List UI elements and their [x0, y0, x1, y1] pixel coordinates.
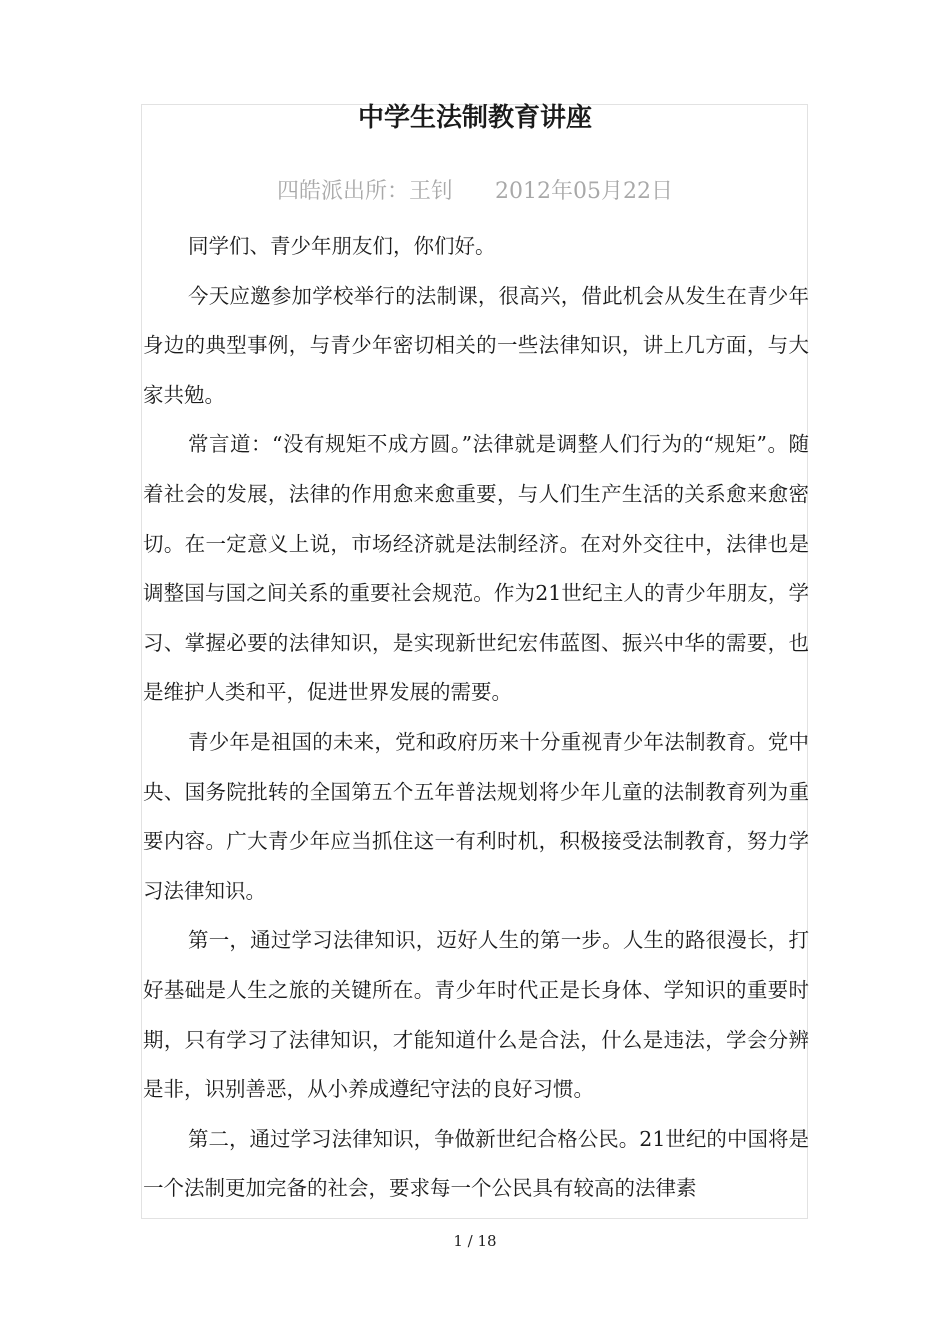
paragraph-first-point: 第一，通过学习法律知识，迈好人生的第一步。人生的路很漫长，打好基础是人生之旅的关键所在。青少年时代正是长身体、学知识的重要时期，只有学习了法律知识，才能知道什么是合法，什么是违法，学会分辨是非，识别善恶，从小养成遵纪守法的良好习惯。 — [143, 928, 809, 1102]
page-indicator: 1 / 18 — [453, 1232, 497, 1250]
paragraph-youth: 青少年是祖国的未来，党和政府历来十分重视青少年法制教育。党中央、国务院批转的全国第五个五年普法规划将少年儿童的法制教育列为重要内容。广大青少年应当抓住这一有利时机，积极接受法制教育，努力学习法律知识。 — [143, 729, 809, 903]
paragraph-second-point: 第二，通过学习法律知识，争做新世纪合格公民。21世纪的中国将是一个法制更加完备的社会，要求每一个公民具有较高的法律素 — [143, 1126, 809, 1201]
paragraph-greeting: 同学们、青少年朋友们，你们好。 — [188, 234, 496, 258]
paragraph-intro: 今天应邀参加学校举行的法制课，很高兴，借此机会从发生在青少年身边的典型事例，与青少年密切相关的一些法律知识，讲上几方面，与大家共勉。 — [143, 283, 809, 407]
paragraph-rules: 常言道：“没有规矩不成方圆。”法律就是调整人们行为的“规矩”。随着社会的发展，法律的作用愈来愈重要，与人们生产生活的关系愈来愈密切。在一定意义上说，市场经济就是法制经济。在对外交往中，法律也是调整国与国之间关系的重要社会规范。作为21世纪主人的青少年朋友，学习、掌握必要的法律知识，是实现新世纪宏伟蓝图、振兴中华的需要，也是维护人类和平，促进世界发展的需要。 — [143, 432, 809, 705]
document-title: 中学生法制教育讲座 — [357, 103, 592, 133]
document-body — [143, 222, 809, 1214]
document-byline: 四皓派出所：王钊 2012年05月22日 — [277, 179, 673, 204]
